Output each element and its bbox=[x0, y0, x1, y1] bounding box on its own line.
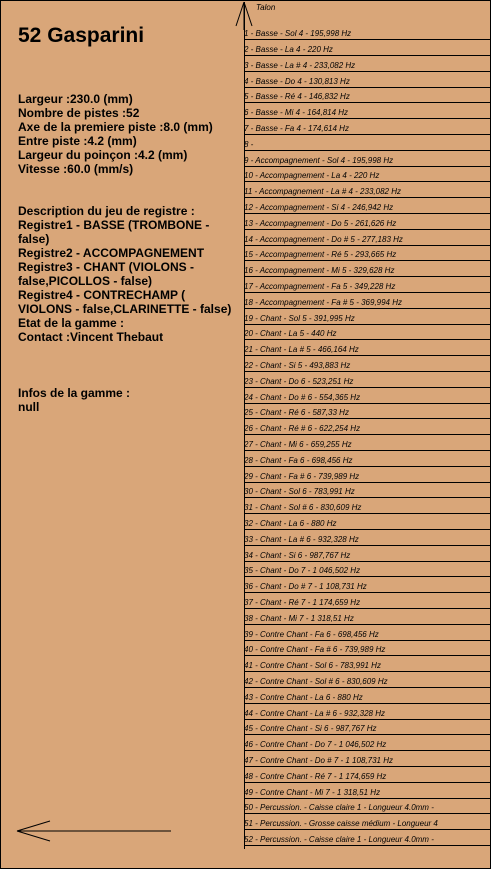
track-row bbox=[244, 783, 491, 799]
track-row bbox=[244, 183, 491, 199]
track-label: 31 - Chant - Sol # 6 - 830,609 Hz bbox=[244, 503, 362, 513]
track-row bbox=[244, 246, 491, 262]
track-row bbox=[244, 546, 491, 562]
track-row bbox=[244, 372, 491, 388]
track-label: 18 - Accompagnement - Fa # 5 - 369,994 Hz bbox=[244, 297, 403, 307]
vitesse-text: Vitesse :60.0 (mm/s) bbox=[18, 162, 134, 176]
track-row bbox=[244, 214, 491, 230]
track-row bbox=[244, 625, 491, 641]
track-row bbox=[244, 88, 491, 104]
registre-1-text: Registre1 - BASSE (TROMBONE - false) bbox=[18, 218, 210, 246]
track-label: 33 - Chant - La # 6 - 932,328 Hz bbox=[244, 534, 359, 544]
track-row bbox=[244, 609, 491, 625]
track-row bbox=[244, 56, 491, 72]
track-row bbox=[244, 641, 491, 657]
track-label: 9 - Accompagnement - Sol 4 - 195,998 Hz bbox=[244, 155, 394, 165]
track-label: 51 - Percussion. - Grosse caisse médium - Longueur 4 bbox=[244, 819, 438, 829]
track-label: 3 - Basse - La # 4 - 233,082 Hz bbox=[244, 60, 356, 70]
track-label: 21 - Chant - La # 5 - 466,164 Hz bbox=[244, 345, 359, 355]
track-row bbox=[244, 736, 491, 752]
track-label: 11 - Accompagnement - La # 4 - 233,082 Hz bbox=[244, 187, 401, 197]
track-label: 25 - Chant - Ré 6 - 587,33 Hz bbox=[244, 408, 349, 418]
track-row bbox=[244, 672, 491, 688]
track-row bbox=[244, 356, 491, 372]
track-label: 22 - Chant - Si 5 - 493,883 Hz bbox=[244, 361, 351, 371]
track-label: 40 - Contre Chant - Fa # 6 - 739,989 Hz bbox=[244, 645, 386, 655]
entre-piste-text: Entre piste :4.2 (mm) bbox=[18, 134, 137, 148]
track-row bbox=[244, 104, 491, 120]
track-row bbox=[244, 309, 491, 325]
track-row bbox=[244, 830, 491, 846]
track-label: 5 - Basse - Ré 4 - 146,832 Hz bbox=[244, 92, 350, 102]
talon-label: Talon bbox=[256, 3, 276, 12]
track-label: 10 - Accompagnement - La 4 - 220 Hz bbox=[244, 171, 380, 181]
track-label: 16 - Accompagnement - Mi 5 - 329,628 Hz bbox=[244, 266, 395, 276]
track-label: 52 - Percussion. - Caisse claire 1 - Longueur 4.0mm - bbox=[244, 835, 434, 845]
track-row bbox=[244, 435, 491, 451]
track-label: 46 - Contre Chant - Do 7 - 1 046,502 Hz bbox=[244, 740, 387, 750]
track-label: 32 - Chant - La 6 - 880 Hz bbox=[244, 519, 337, 529]
track-row bbox=[244, 277, 491, 293]
track-label: 24 - Chant - Do # 6 - 554,365 Hz bbox=[244, 392, 361, 402]
track-label: 7 - Basse - Fa 4 - 174,614 Hz bbox=[244, 124, 349, 134]
track-label: 1 - Basse - Sol 4 - 195,998 Hz bbox=[244, 29, 352, 39]
track-row bbox=[244, 720, 491, 736]
track-row bbox=[244, 119, 491, 135]
track-row bbox=[244, 467, 491, 483]
registres-heading: Description du jeu de registre : bbox=[18, 204, 195, 218]
axe-premiere-piste-text: Axe de la premiere piste :8.0 (mm) bbox=[18, 120, 213, 134]
track-label: 30 - Chant - Sol 6 - 783,991 Hz bbox=[244, 487, 355, 497]
track-label: 48 - Contre Chant - Ré 7 - 1 174,659 Hz bbox=[244, 771, 387, 781]
track-label: 42 - Contre Chant - Sol # 6 - 830,609 Hz bbox=[244, 677, 388, 687]
contact-text: Contact :Vincent Thebaut bbox=[18, 330, 164, 344]
track-label: 23 - Chant - Do 6 - 523,251 Hz bbox=[244, 376, 354, 386]
track-label: 14 - Accompagnement - Do # 5 - 277,183 Hz bbox=[244, 234, 403, 244]
registre-2-text: Registre2 - ACCOMPAGNEMENT bbox=[18, 246, 205, 260]
track-row bbox=[244, 499, 491, 515]
track-row bbox=[244, 167, 491, 183]
track-list bbox=[244, 0, 491, 869]
track-row bbox=[244, 451, 491, 467]
track-row bbox=[244, 688, 491, 704]
left-arrow-icon bbox=[14, 818, 174, 846]
track-row bbox=[244, 530, 491, 546]
track-label: 41 - Contre Chant - Sol 6 - 783,991 Hz bbox=[244, 661, 381, 671]
track-row bbox=[244, 262, 491, 278]
gamme-info bbox=[18, 92, 240, 414]
registre-4-text: Registre4 - CONTRECHAMP ( VIOLONS - false,CLARINETTE - false) bbox=[18, 288, 232, 316]
largeur-text: Largeur :230.0 (mm) bbox=[18, 92, 133, 106]
etat-gamme-text: Etat de la gamme : bbox=[18, 316, 125, 330]
track-row bbox=[244, 198, 491, 214]
track-label: 35 - Chant - Do 7 - 1 046,502 Hz bbox=[244, 566, 361, 576]
track-label: 2 - Basse - La 4 - 220 Hz bbox=[244, 45, 333, 55]
track-row bbox=[244, 562, 491, 578]
track-row bbox=[244, 230, 491, 246]
infos-value: null bbox=[18, 400, 40, 414]
track-label: 19 - Chant - Sol 5 - 391,995 Hz bbox=[244, 313, 355, 323]
track-label: 28 - Chant - Fa 6 - 698,456 Hz bbox=[244, 455, 353, 465]
track-label: 36 - Chant - Do # 7 - 1 108,731 Hz bbox=[244, 582, 367, 592]
track-label: 4 - Basse - Do 4 - 130,813 Hz bbox=[244, 76, 350, 86]
track-label: 15 - Accompagnement - Ré 5 - 293,665 Hz bbox=[244, 250, 397, 260]
track-label: 29 - Chant - Fa # 6 - 739,989 Hz bbox=[244, 471, 360, 481]
track-label: 8 - bbox=[244, 139, 254, 149]
infos-heading: Infos de la gamme : bbox=[18, 386, 131, 400]
track-row bbox=[244, 657, 491, 673]
track-row bbox=[244, 593, 491, 609]
track-label: 27 - Chant - Mi 6 - 659,255 Hz bbox=[244, 440, 352, 450]
track-label: 37 - Chant - Ré 7 - 1 174,659 Hz bbox=[244, 598, 361, 608]
track-row bbox=[244, 578, 491, 594]
track-label: 45 - Contre Chant - Si 6 - 987,767 Hz bbox=[244, 724, 377, 734]
track-label: 34 - Chant - Si 6 - 987,767 Hz bbox=[244, 550, 351, 560]
track-row bbox=[244, 72, 491, 88]
track-label: 39 - Contre Chant - Fa 6 - 698,456 Hz bbox=[244, 629, 379, 639]
track-row bbox=[244, 25, 491, 41]
track-row bbox=[244, 404, 491, 420]
track-row bbox=[244, 135, 491, 151]
track-row bbox=[244, 325, 491, 341]
track-label: 47 - Contre Chant - Do # 7 - 1 108,731 Hz bbox=[244, 756, 393, 766]
track-label: 38 - Chant - Mi 7 - 1 318,51 Hz bbox=[244, 613, 354, 623]
track-label: 17 - Accompagnement - Fa 5 - 349,228 Hz bbox=[244, 282, 396, 292]
track-row bbox=[244, 815, 491, 831]
track-row bbox=[244, 483, 491, 499]
track-row bbox=[244, 514, 491, 530]
track-row bbox=[244, 420, 491, 436]
track-label: 26 - Chant - Ré # 6 - 622,254 Hz bbox=[244, 424, 361, 434]
track-label: 13 - Accompagnement - Do 5 - 261,626 Hz bbox=[244, 218, 397, 228]
track-label: 49 - Contre Chant - Mi 7 - 1 318,51 Hz bbox=[244, 787, 381, 797]
track-label: 50 - Percussion. - Caisse claire 1 - Longueur 4.0mm - bbox=[244, 803, 434, 813]
track-row bbox=[244, 751, 491, 767]
track-row bbox=[244, 388, 491, 404]
track-label: 43 - Contre Chant - La 6 - 880 Hz bbox=[244, 692, 363, 702]
largeur-poincon-text: Largeur du poinçon :4.2 (mm) bbox=[18, 148, 188, 162]
registre-3-text: Registre3 - CHANT (VIOLONS - false,PICOLLOS - false) bbox=[18, 260, 195, 288]
track-label: 44 - Contre Chant - La # 6 - 932,328 Hz bbox=[244, 708, 385, 718]
track-label: 12 - Accompagnement - Si 4 - 246,942 Hz bbox=[244, 203, 394, 213]
track-row bbox=[244, 293, 491, 309]
nombre-pistes-text: Nombre de pistes :52 bbox=[18, 106, 140, 120]
track-row bbox=[244, 767, 491, 783]
track-row bbox=[244, 341, 491, 357]
track-label: 6 - Basse - Mi 4 - 164,814 Hz bbox=[244, 108, 349, 118]
track-label: 20 - Chant - La 5 - 440 Hz bbox=[244, 329, 337, 339]
track-row bbox=[244, 799, 491, 815]
track-row bbox=[244, 704, 491, 720]
page-title: 52 Gasparini bbox=[18, 24, 145, 47]
track-row bbox=[244, 40, 491, 56]
track-row bbox=[244, 151, 491, 167]
